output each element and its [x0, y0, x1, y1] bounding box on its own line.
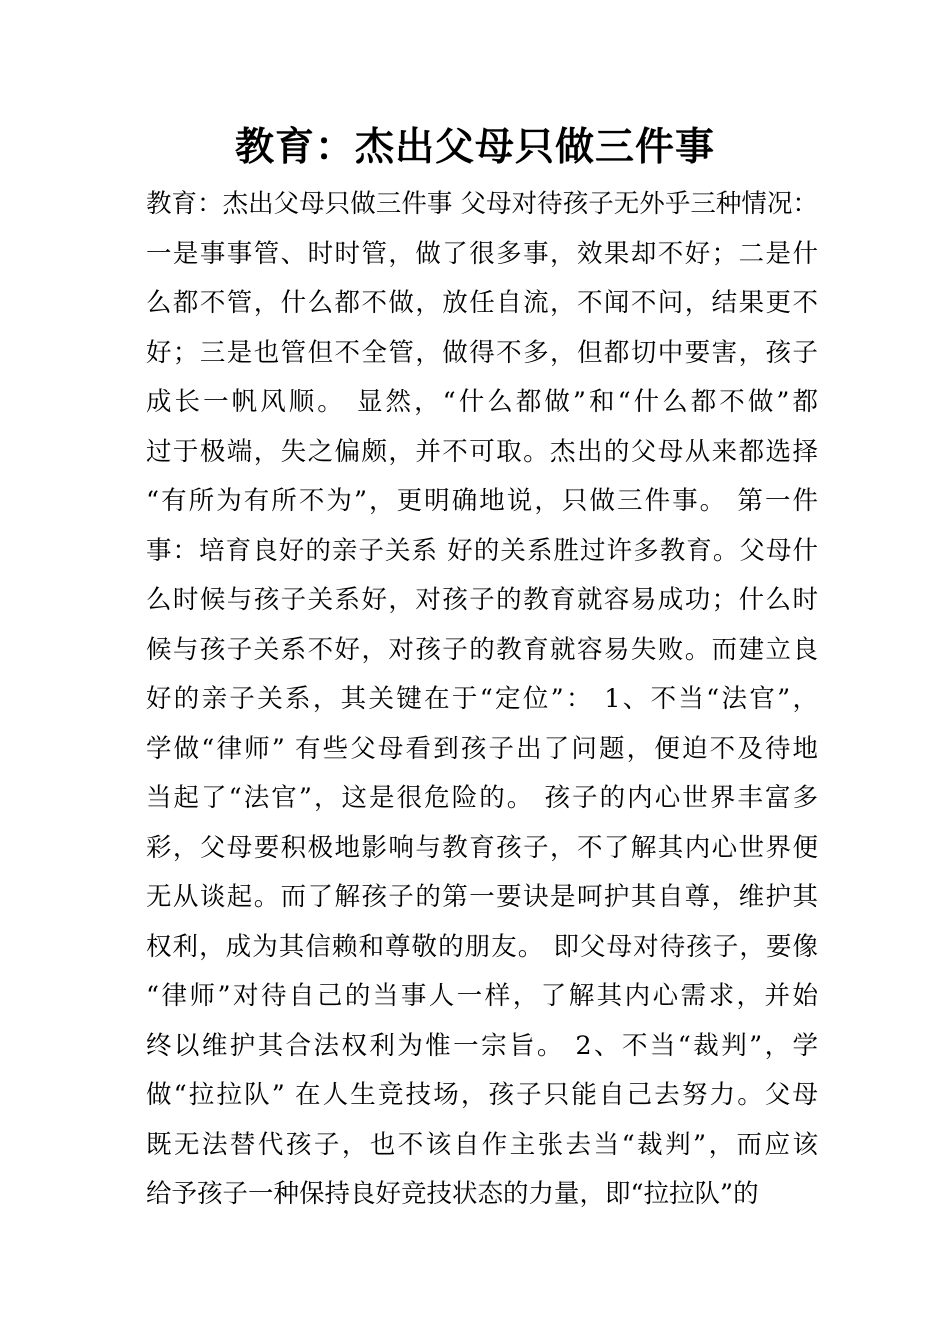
body-line: 学做“律师” 有些父母看到孩子出了问题，便迫不及待地: [146, 733, 818, 764]
body-line: 候与孩子关系不好，对孩子的教育就容易失败。而建立良: [146, 634, 818, 665]
body-line: 无从谈起。而了解孩子的第一要诀是呵护其自尊，维护其: [146, 882, 818, 912]
body-line: “律师”对待自己的当事人一样，了解其内心需求，并始: [146, 981, 818, 1011]
body-line: “有所为有所不为”，更明确地说，只做三件事。 第一件: [146, 486, 818, 516]
body-line: 给予孩子一种保持良好竞技状态的力量，即“拉拉队”的: [146, 1179, 759, 1209]
body-line: 事：培育良好的亲子关系 好的关系胜过许多教育。父母什: [146, 535, 818, 566]
body-line: 终以维护其合法权利为惟一宗旨。 2、不当“裁判”，学: [146, 1030, 818, 1061]
body-line: 么时候与孩子关系好，对孩子的教育就容易成功；什么时: [146, 585, 818, 615]
body-line: 当起了“法官”，这是很危险的。 孩子的内心世界丰富多: [146, 783, 818, 813]
body-line: 做“拉拉队” 在人生竞技场，孩子只能自己去努力。父母: [146, 1080, 818, 1110]
body-line: 教育：杰出父母只做三件事 父母对待孩子无外乎三种情况：: [146, 189, 818, 219]
document-body: [146, 180, 818, 1220]
body-line: 既无法替代孩子，也不该自作主张去当“裁判”，而应该: [146, 1129, 818, 1160]
body-line: 一是事事管、时时管，做了很多事，效果却不好；二是什: [146, 238, 818, 269]
body-line: 么都不管，什么都不做，放任自流，不闻不问，结果更不: [146, 288, 818, 318]
body-line: 好的亲子关系，其关键在于“定位”： 1、不当“法官”，: [146, 684, 818, 714]
body-line: 权利，成为其信赖和尊敬的朋友。 即父母对待孩子，要像: [146, 931, 818, 962]
document-title: 教育：杰出父母只做三件事: [234, 125, 715, 170]
body-line: 成长一帆风顺。 显然，“什么都做”和“什么都不做”都: [146, 387, 818, 417]
body-line: 好；三是也管但不全管，做得不多，但都切中要害，孩子: [146, 337, 818, 368]
body-line: 过于极端，失之偏颇，并不可取。杰出的父母从来都选择: [146, 436, 818, 467]
body-line: 彩，父母要积极地影响与教育孩子，不了解其内心世界便: [146, 832, 818, 863]
